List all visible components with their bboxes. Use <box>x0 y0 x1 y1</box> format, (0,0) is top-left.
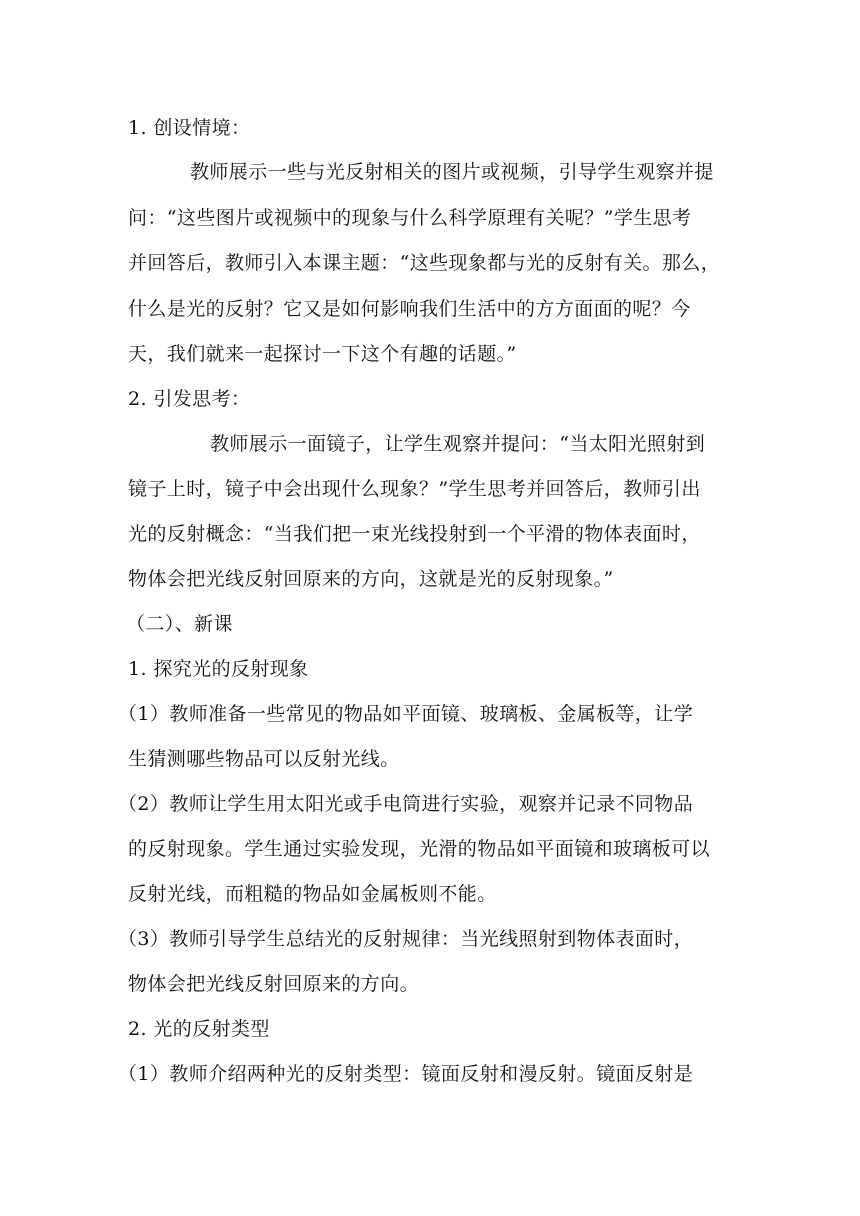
list-item-line: （3）教师引导学生总结光的反射规律：当光线照射到物体表面时， <box>118 928 694 950</box>
paragraph-line: 生猜测哪些物品可以反射光线。 <box>128 748 400 770</box>
paragraph-line: 教师展示一面镜子，让学生观察并提问：“当太阳光照射到 <box>210 433 706 455</box>
paragraph-line: 物体会把光线反射回原来的方向，这就是光的反射现象。” <box>128 568 614 590</box>
paragraph-line: 天，我们就来一起探讨一下这个有趣的话题。” <box>128 343 517 365</box>
list-item-line: （1）教师准备一些常见的物品如平面镜、玻璃板、金属板等，让学 <box>118 703 694 725</box>
paragraph-line: 光的反射概念：“当我们把一束光线投射到一个平滑的物体表面时， <box>128 523 701 545</box>
section-heading-new-lesson: （二）、新课 <box>126 613 233 635</box>
paragraph-line: 问：“这些图片或视频中的现象与什么科学原理有关呢？”学生思考 <box>128 207 692 229</box>
paragraph-line: 镜子上时，镜子中会出现什么现象？”学生思考并回答后，教师引出 <box>128 478 701 500</box>
paragraph-line: 并回答后，教师引入本课主题：“这些现象都与光的反射有关。那么， <box>128 252 721 274</box>
paragraph-line: 反射光线，而粗糙的物品如金属板则不能。 <box>128 883 497 905</box>
paragraph-line: 什么是光的反射？它又是如何影响我们生活中的方方面面的呢？今 <box>128 298 691 320</box>
heading-provoke-thinking: 2. 引发思考： <box>128 388 251 410</box>
paragraph-line: 教师展示一些与光反射相关的图片或视频，引导学生观察并提 <box>190 161 714 183</box>
list-item-line: （2）教师让学生用太阳光或手电筒进行实验，观察并记录不同物品 <box>118 793 694 815</box>
paragraph-line: 的反射现象。学生通过实验发现，光滑的物品如平面镜和玻璃板可以 <box>128 838 711 860</box>
heading-reflection-types: 2. 光的反射类型 <box>128 1018 270 1040</box>
heading-explore-reflection: 1. 探究光的反射现象 <box>128 658 309 680</box>
paragraph-line: 物体会把光线反射回原来的方向。 <box>128 973 420 995</box>
list-item-line: （1）教师介绍两种光的反射类型：镜面反射和漫反射。镜面反射是 <box>118 1063 694 1085</box>
heading-create-situation: 1. 创设情境： <box>128 117 251 139</box>
